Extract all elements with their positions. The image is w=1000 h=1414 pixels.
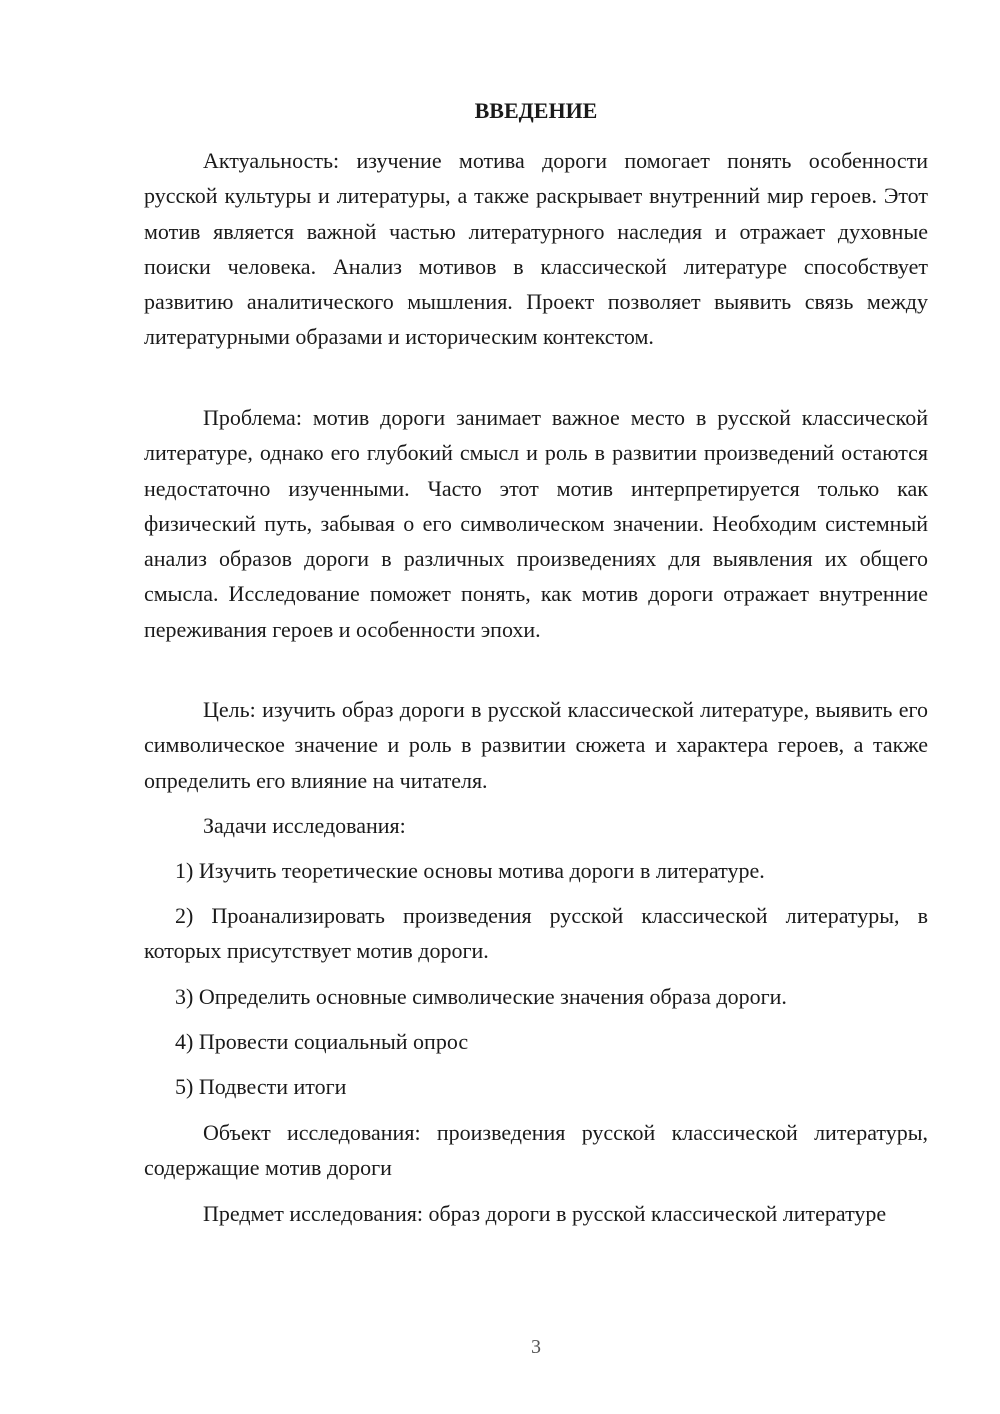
goal-paragraph: Цель: изучить образ дороги в русской классической литературе, выявить его символическое значение и роль в развитии сюжета и характера героев, а также определить его влияние на читателя. — [144, 697, 928, 793]
task-item: 1) Изучить теоретические основы мотива дороги в литературе. — [175, 858, 765, 883]
task-item: 3) Определить основные символические значения образа дороги. — [175, 984, 787, 1009]
relevance-paragraph: Актуальность: изучение мотива дороги помогает понять особенности русской культуры и литературы, а также раскрывает внутренний мир героев. Этот мотив является важной частью литературного наследия и отражает духовные поиски человека. Анализ мотивов в классической литературе способствует развитию аналитического мышления. Проект позволяет выявить связь между литературными образами и историческим контекстом. — [144, 148, 928, 350]
tasks-title: Задачи исследования: — [203, 813, 406, 838]
object-paragraph: Объект исследования: произведения русской классической литературы, содержащие мотив дороги — [144, 1120, 928, 1181]
page-number: 3 — [531, 1336, 541, 1358]
task-item: 2) Проанализировать произведения русской классической литературы, в которых присутствует мотив дороги. — [144, 903, 928, 964]
problem-paragraph: Проблема: мотив дороги занимает важное место в русской классической литературе, однако его глубокий смысл и роль в развитии произведений остаются недостаточно изученными. Часто этот мотив интерпретируется только как физический путь, забывая о его символическом значении. Необходим системный анализ образов дороги в различных произведениях для выявления их общего смысла. Исследование поможет понять, как мотив дороги отражает внутренние переживания героев и особенности эпохи. — [144, 405, 928, 642]
page-title: ВВЕДЕНИЕ — [474, 98, 598, 123]
task-item: 5) Подвести итоги — [175, 1074, 347, 1099]
subject-paragraph: Предмет исследования: образ дороги в русской классической литературе — [203, 1201, 887, 1226]
task-item: 4) Провести социальный опрос — [175, 1029, 469, 1054]
